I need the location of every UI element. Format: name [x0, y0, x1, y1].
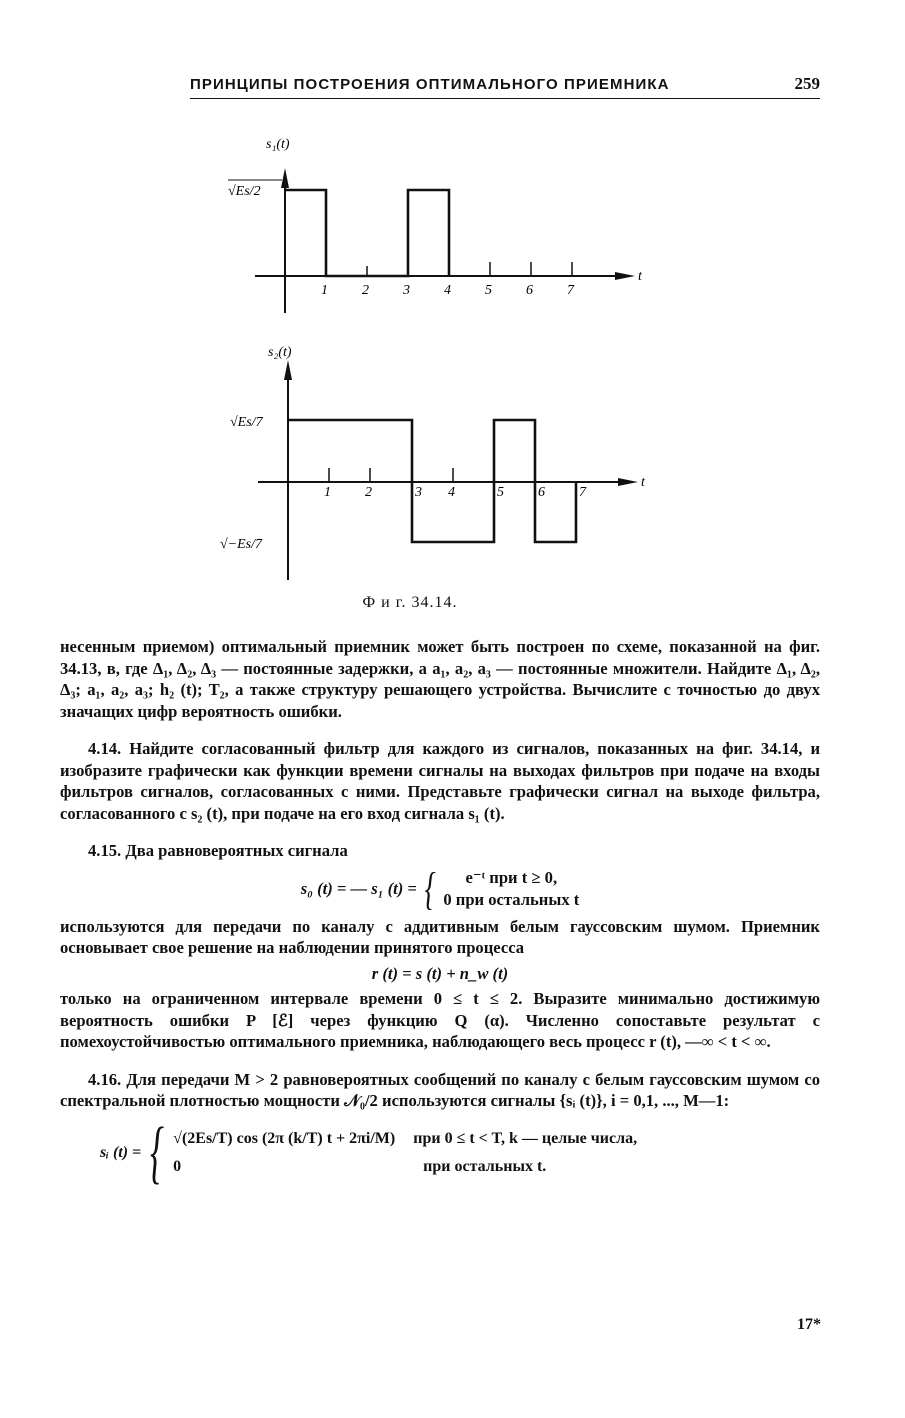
- page-header: [190, 72, 820, 99]
- plot1-tick-label-3: 3: [403, 283, 410, 298]
- plot1-y-arrow: [281, 168, 289, 188]
- brace: {: [424, 862, 436, 914]
- formula-s0-lhs: s₀ (t) = — s₁ (t) =: [300, 878, 417, 898]
- plot2-t-arrow: [618, 478, 638, 486]
- plot2-y-arrow: [284, 360, 292, 380]
- brace-big: {: [150, 1113, 165, 1191]
- plot2-tick-label-2: 2: [365, 485, 372, 500]
- plot2-ylabel: s₂(t): [268, 345, 292, 360]
- figure-svg: [210, 128, 670, 608]
- plot-s2: [258, 360, 638, 580]
- figure-caption: Ф и г. 34.14.: [362, 594, 458, 611]
- figure-34-14: [210, 128, 670, 628]
- formula-si-case1-expr: √(2Es/T) cos (2π (k/T) t + 2πi/M): [173, 1130, 396, 1147]
- formula-s0: [60, 862, 820, 914]
- plot1-tick-label-5: 5: [485, 283, 492, 298]
- formula-s0-case1: e⁻ᵗ при t ≥ 0,: [465, 868, 558, 887]
- problem-4-15-heading: 4.15. Два равновероятных сигнала: [88, 841, 348, 860]
- plot1-tick-label-7: 7: [567, 283, 574, 298]
- plot1-t-arrow: [615, 272, 635, 280]
- formula-si-case2-cond: при остальных t.: [423, 1157, 547, 1175]
- plot2-level-pos-label: √Es/7: [230, 415, 263, 430]
- formula-s0-case2: 0 при остальных t: [443, 889, 580, 909]
- running-title: ПРИНЦИПЫ ПОСТРОЕНИЯ ОПТИМАЛЬНОГО ПРИЕМНИКА: [190, 76, 670, 93]
- plot2-tick-label-1: 1: [324, 485, 331, 500]
- paragraph-channel: используются для передачи по каналу с аддитивным белым гауссовским шумом. Приемник основывает свое решение на наблюдении принятого процесса: [60, 916, 820, 957]
- plot1-signal: [285, 190, 449, 276]
- page-number: 259: [794, 74, 820, 93]
- plot2-t-label: t: [641, 475, 645, 490]
- plot1-tick-label-2: 2: [362, 283, 369, 298]
- body-text: [60, 636, 820, 1192]
- formula-si-case2-expr: 0: [173, 1157, 182, 1175]
- paragraph-interval: только на ограниченном интервале времени 0 ≤ t ≤ 2. Выразите минимально достижимую вероятность ошибки P [ℰ] через функцию Q (α). Численно сопоставьте результат с помехоустойчивостью оптимального приемника, наблюдающего весь процесс r (t), —∞ < t < ∞.: [60, 989, 820, 1051]
- plot2-tick-label-5: 5: [497, 485, 504, 500]
- plot2-tick-label-3: 3: [415, 485, 422, 500]
- plot1-tick-label-6: 6: [526, 283, 533, 298]
- plot1-tick-label-1: 1: [321, 283, 328, 298]
- paragraph-continuation: несенным приемом) оптимальный приемник может быть построен по схеме, показанной на фиг. 34.13, в, где Δ₁, Δ₂, Δ₃ — постоянные задержки, а a₁, a₂, a₃ — постоянные множители. Найдите Δ₁, Δ₂, Δ₃; a₁, a₂, a₃; h₂ (t); T₂, а также структуру решающего устройства. Вычислите с точностью до двух значащих цифр вероятность ошибки.: [60, 637, 820, 721]
- problem-4-14: 4.14. Найдите согласованный фильтр для каждого из сигналов, показанных на фиг. 34.14, и изобразите графически как функции времени сигналы на выходах фильтров при подаче на входы фильтров сигналов, согласованных с ними. Представьте графически сигнал на выходе фильтра, согласованного с s₂ (t), при подаче на его вход сигнала s₁ (t).: [60, 739, 820, 823]
- problem-4-16: 4.16. Для передачи M > 2 равновероятных сообщений по каналу с белым гауссовским шумом со спектральной плотностью мощности 𝒩₀/2 используются сигналы {sᵢ (t)}, i = 0,1, ..., M—1:: [60, 1069, 820, 1110]
- plot2-tick-label-6: 6: [538, 485, 545, 500]
- plot2-tick-label-7: 7: [579, 485, 586, 500]
- plot2-level-neg-label: √−Es/7: [220, 537, 263, 552]
- signature-mark: 17*: [797, 1316, 821, 1333]
- plot1-tick-label-4: 4: [444, 283, 451, 298]
- formula-si-lhs: sᵢ (t) =: [100, 1143, 142, 1161]
- plot1-ylabel: s₁(t): [266, 137, 290, 152]
- plot1-t-label: t: [638, 269, 642, 284]
- formula-r: r (t) = s (t) + n_w (t): [371, 963, 509, 983]
- plot1-level-label: √Es/2: [228, 184, 261, 199]
- formula-si-case1-cond: при 0 ≤ t < T, k — целые числа,: [413, 1130, 638, 1147]
- plot2-tick-label-4: 4: [448, 485, 455, 500]
- formula-si: [100, 1113, 820, 1191]
